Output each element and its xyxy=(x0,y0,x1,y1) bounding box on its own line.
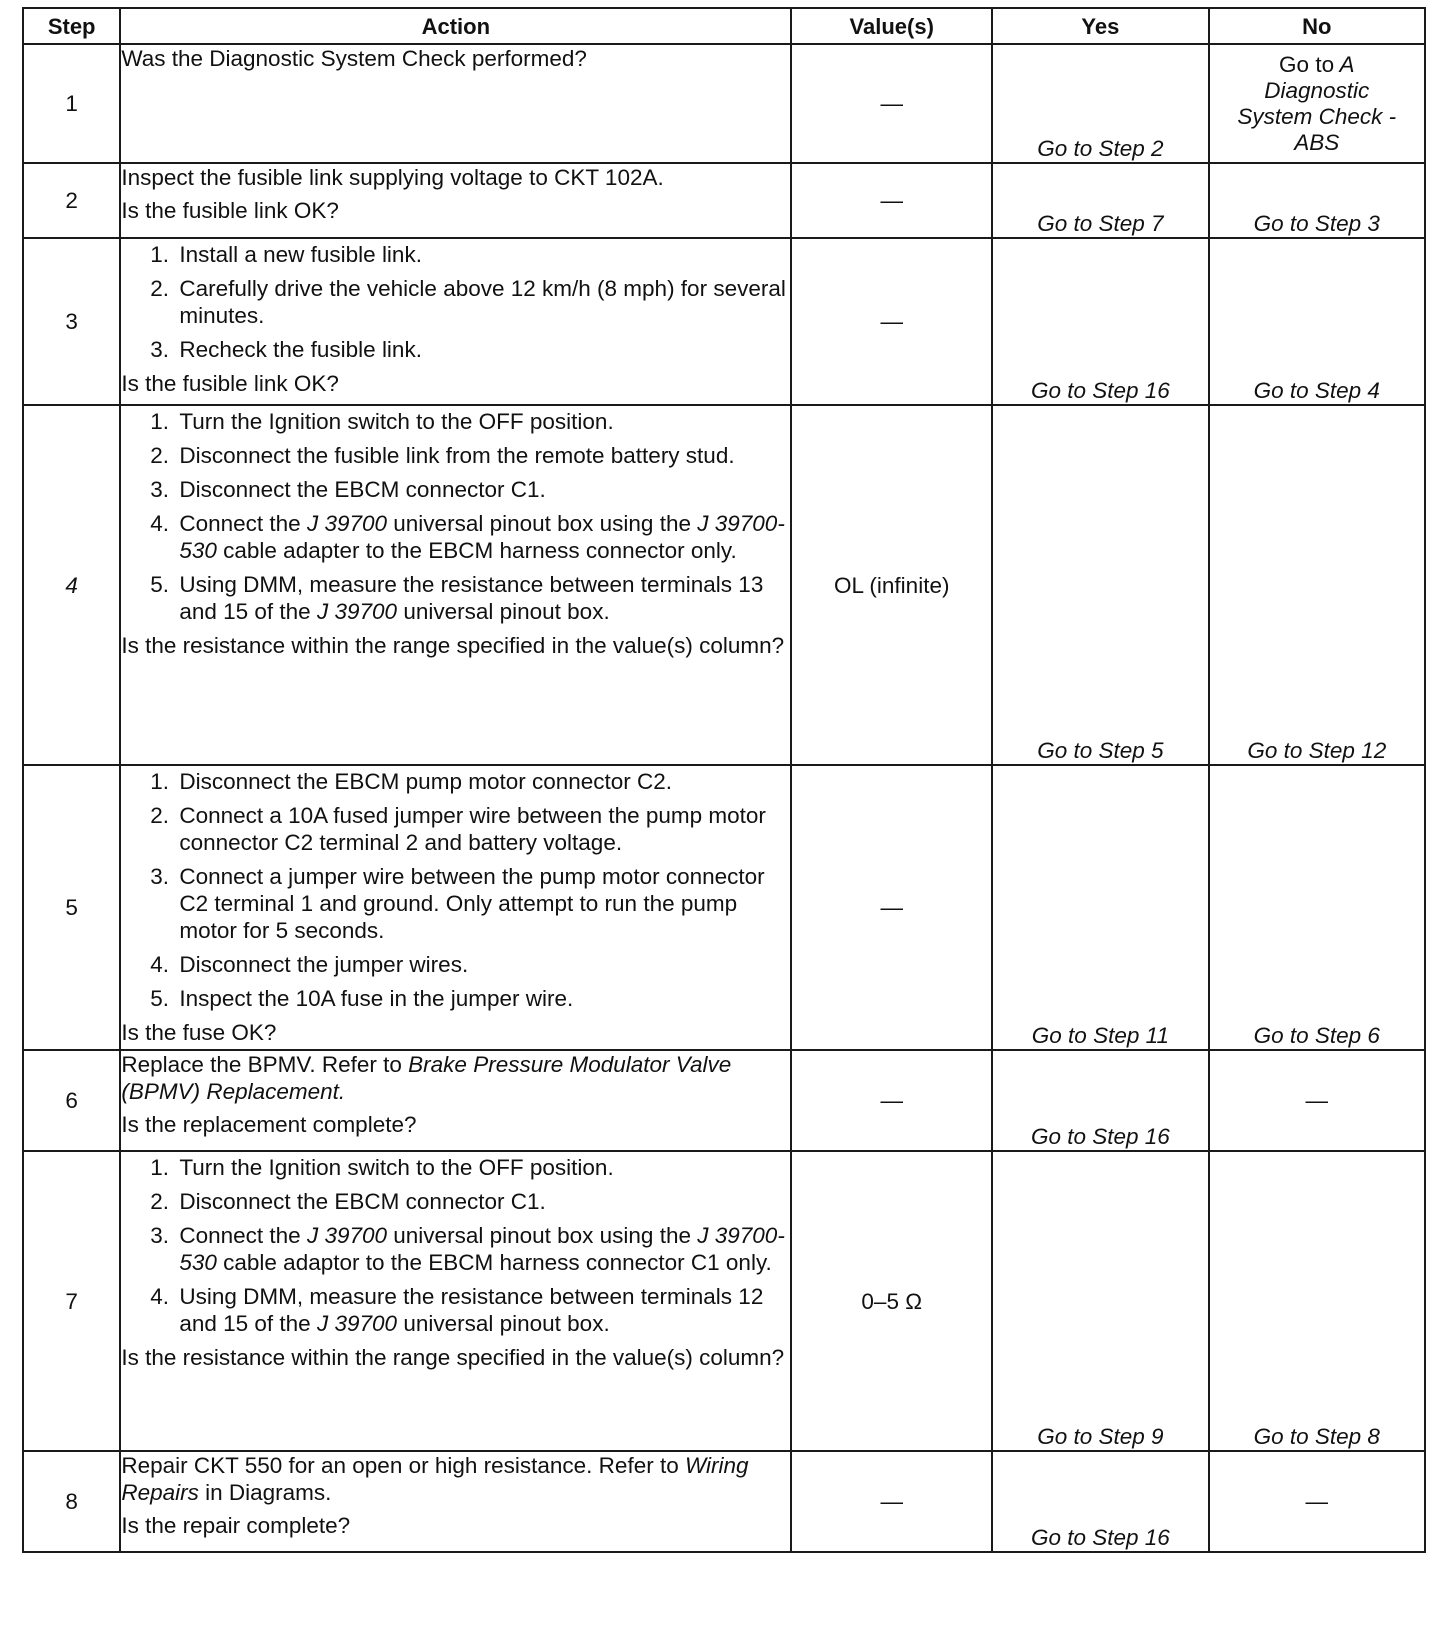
no-reference: A Diagnostic System Check - ABS xyxy=(1237,52,1397,155)
value-cell: — xyxy=(791,44,992,163)
header-step: Step xyxy=(23,8,120,44)
procedure-list xyxy=(121,408,790,625)
yes-cell: Go to Step 9 xyxy=(992,1151,1208,1451)
list-item: 1. Disconnect the EBCM pump motor connector C2. xyxy=(175,768,790,795)
value-cell: 0–5 Ω xyxy=(791,1151,992,1451)
action-question: Is the fusible link OK? xyxy=(121,198,339,223)
header-values: Value(s) xyxy=(791,8,992,44)
action-question: Is the repair complete? xyxy=(121,1513,351,1538)
list-item: 2. Connect a 10A fused jumper wire between the pump motor connector C2 terminal 2 and battery voltage. xyxy=(175,802,790,856)
no-cell xyxy=(1209,44,1425,163)
no-cell: Go to Step 12 xyxy=(1209,405,1425,765)
value-cell: — xyxy=(791,765,992,1050)
list-item: 4. Disconnect the jumper wires. xyxy=(175,951,790,978)
table-row xyxy=(23,1151,1425,1451)
step-number: 4 xyxy=(23,405,120,765)
action-question: Is the replacement complete? xyxy=(121,1112,417,1137)
header-no: No xyxy=(1209,8,1425,44)
step-number: 1 xyxy=(23,44,120,163)
list-item: 4. Using DMM, measure the resistance between terminals 12 and 15 of the J 39700 universal pinout box. xyxy=(175,1283,790,1337)
value-cell: — xyxy=(791,1050,992,1151)
no-prefix: Go to xyxy=(1279,52,1335,77)
no-cell: — xyxy=(1209,1451,1425,1552)
yes-cell: Go to Step 16 xyxy=(992,1050,1208,1151)
doc-reference: Wiring Repairs xyxy=(121,1453,749,1505)
procedure-list xyxy=(121,1154,790,1337)
table-row xyxy=(23,1451,1425,1552)
action-cell xyxy=(120,1451,791,1552)
step-number: 8 xyxy=(23,1451,120,1552)
action-question: Is the fuse OK? xyxy=(121,1020,277,1045)
action-intro: Replace the BPMV. Refer to Brake Pressure Modulator Valve (BPMV) Replacement. xyxy=(121,1052,732,1104)
value-cell: — xyxy=(791,163,992,238)
step-number: 3 xyxy=(23,238,120,405)
table-row xyxy=(23,765,1425,1050)
tool-ref: J 39700 xyxy=(316,599,398,624)
action-question: Is the resistance within the range specified in the value(s) column? xyxy=(121,633,785,658)
action-intro: Inspect the fusible link supplying voltage to CKT 102A. xyxy=(121,165,664,190)
doc-reference: Brake Pressure Modulator Valve (BPMV) Replacement. xyxy=(121,1052,732,1104)
yes-cell: Go to Step 7 xyxy=(992,163,1208,238)
yes-cell: Go to Step 2 xyxy=(992,44,1208,163)
no-cell: — xyxy=(1209,1050,1425,1151)
step-number: 7 xyxy=(23,1151,120,1451)
yes-cell: Go to Step 16 xyxy=(992,1451,1208,1552)
action-question: Was the Diagnostic System Check performed? xyxy=(121,46,587,71)
tool-ref: J 39700 xyxy=(316,1311,398,1336)
table-row xyxy=(23,163,1425,238)
action-cell xyxy=(120,1050,791,1151)
action-cell xyxy=(120,405,791,765)
list-item: 4. Connect the J 39700 universal pinout box using the J 39700-530 cable adapter to the EBCM harness connector only. xyxy=(175,510,790,564)
no-cell: Go to Step 4 xyxy=(1209,238,1425,405)
value-cell: — xyxy=(791,238,992,405)
adapter-ref: J 39700-530 xyxy=(179,1223,785,1275)
diagnostic-table xyxy=(22,7,1426,1553)
no-cell: Go to Step 6 xyxy=(1209,765,1425,1050)
list-item: 5. Using DMM, measure the resistance between terminals 13 and 15 of the J 39700 universal pinout box. xyxy=(175,571,790,625)
step-number: 5 xyxy=(23,765,120,1050)
list-item: 2. Disconnect the EBCM connector C1. xyxy=(175,1188,790,1215)
value-cell: — xyxy=(791,1451,992,1552)
list-item: 1. Turn the Ignition switch to the OFF position. xyxy=(175,1154,790,1181)
table-row xyxy=(23,238,1425,405)
action-cell xyxy=(120,238,791,405)
yes-cell: Go to Step 11 xyxy=(992,765,1208,1050)
action-cell xyxy=(120,163,791,238)
list-item: 1. Turn the Ignition switch to the OFF position. xyxy=(175,408,790,435)
header-action: Action xyxy=(120,8,791,44)
procedure-list xyxy=(121,241,790,363)
list-item: 1. Install a new fusible link. xyxy=(175,241,790,268)
action-intro: Repair CKT 550 for an open or high resistance. Refer to Wiring Repairs in Diagrams. xyxy=(121,1453,749,1505)
header-row xyxy=(23,8,1425,44)
table-row xyxy=(23,1050,1425,1151)
list-item: 5. Inspect the 10A fuse in the jumper wire. xyxy=(175,985,790,1012)
list-item: 3. Connect the J 39700 universal pinout box using the J 39700-530 cable adaptor to the EBCM harness connector C1 only. xyxy=(175,1222,790,1276)
list-item: 2. Disconnect the fusible link from the remote battery stud. xyxy=(175,442,790,469)
adapter-ref: J 39700-530 xyxy=(179,511,785,563)
header-yes: Yes xyxy=(992,8,1208,44)
action-cell xyxy=(120,1151,791,1451)
list-item: 3. Disconnect the EBCM connector C1. xyxy=(175,476,790,503)
value-cell: OL (infinite) xyxy=(791,405,992,765)
action-question: Is the fusible link OK? xyxy=(121,371,339,396)
yes-cell: Go to Step 5 xyxy=(992,405,1208,765)
tool-ref: J 39700 xyxy=(306,511,388,536)
action-question: Is the resistance within the range specified in the value(s) column? xyxy=(121,1345,785,1370)
tool-ref: J 39700 xyxy=(306,1223,388,1248)
step-number: 2 xyxy=(23,163,120,238)
list-item: 3. Connect a jumper wire between the pump motor connector C2 terminal 1 and ground. Only attempt to run the pump motor for 5 seconds. xyxy=(175,863,790,944)
list-item: 2. Carefully drive the vehicle above 12 km/h (8 mph) for several minutes. xyxy=(175,275,790,329)
action-cell xyxy=(120,765,791,1050)
no-cell: Go to Step 8 xyxy=(1209,1151,1425,1451)
procedure-list xyxy=(121,768,790,1012)
table-row xyxy=(23,405,1425,765)
step-number: 6 xyxy=(23,1050,120,1151)
yes-cell: Go to Step 16 xyxy=(992,238,1208,405)
no-cell: Go to Step 3 xyxy=(1209,163,1425,238)
table-row xyxy=(23,44,1425,163)
action-cell xyxy=(120,44,791,163)
list-item: 3. Recheck the fusible link. xyxy=(175,336,790,363)
